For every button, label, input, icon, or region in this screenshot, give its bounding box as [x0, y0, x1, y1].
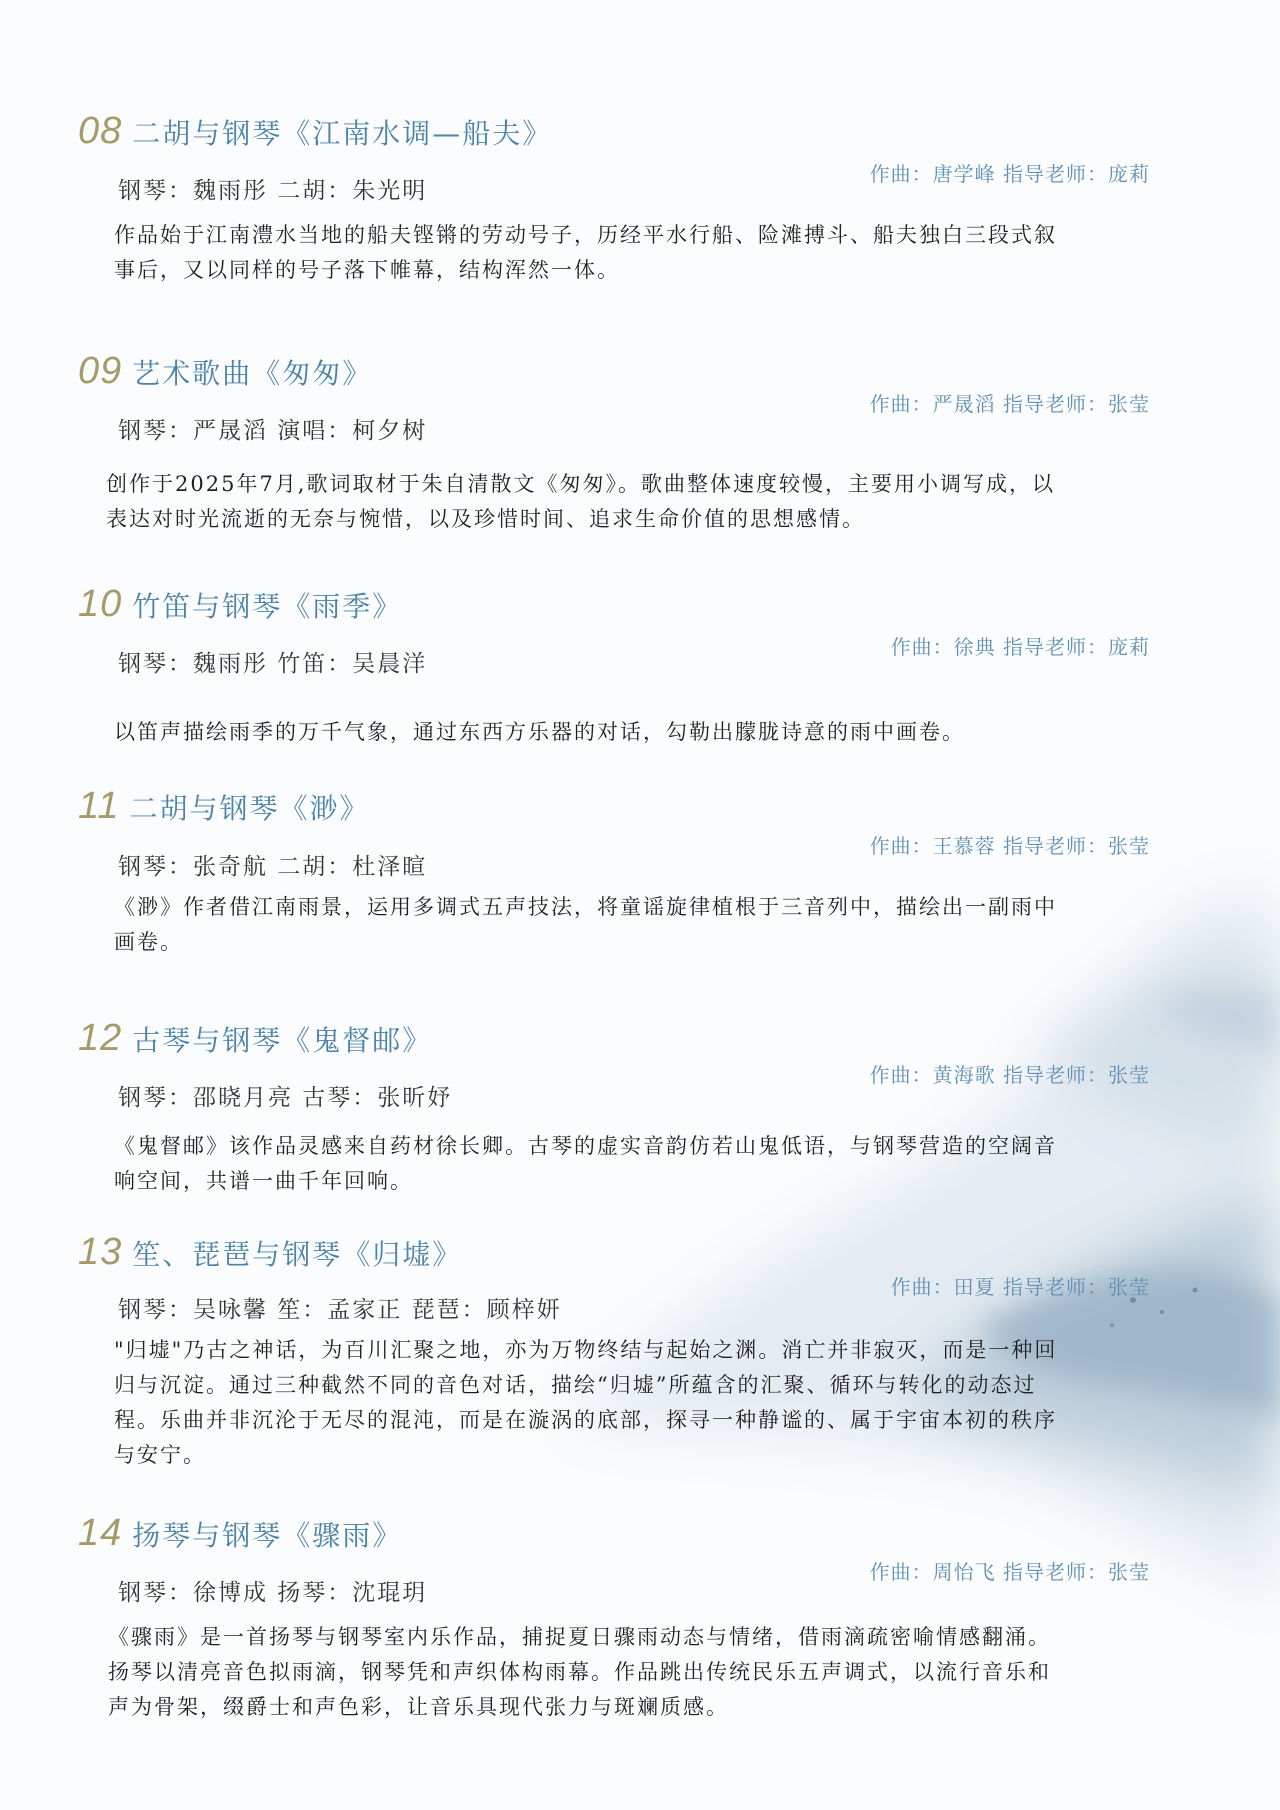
item-title: 二胡与钢琴《江南水调—船夫》 — [132, 117, 553, 150]
performers: 钢琴：严晟滔 演唱：柯夕树 — [118, 418, 428, 444]
item-number: 09 — [78, 350, 123, 392]
item-title: 二胡与钢琴《渺》 — [129, 792, 370, 825]
composer-credit: 作曲：徐典 指导老师：庞莉 — [890, 635, 1150, 659]
program-item — [78, 1231, 1188, 1467]
item-title: 扬琴与钢琴《骤雨》 — [132, 1519, 403, 1552]
item-number: 13 — [78, 1231, 123, 1273]
composer-credit: 作曲：严晟滔 指导老师：张莹 — [869, 392, 1150, 416]
performers: 钢琴：徐博成 扬琴：沈琨玥 — [118, 1580, 428, 1606]
performers: 钢琴：邵晓月亮 古琴：张昕妤 — [118, 1085, 453, 1111]
performers: 钢琴：魏雨彤 竹笛：吴晨洋 — [118, 651, 428, 677]
performers: 钢琴：张奇航 二胡：杜泽暄 — [118, 854, 428, 880]
program-item — [78, 110, 1188, 282]
item-description: 以笛声描绘雨季的万千气象，通过东西方乐器的对话，勾勒出朦胧诗意的雨中画卷。 — [114, 720, 965, 744]
performers: 钢琴：吴咏馨 笙：孟家正 琵琶：顾梓妍 — [118, 1297, 562, 1323]
program-item — [78, 1017, 1188, 1193]
item-description: 作品始于江南澧水当地的船夫铿锵的劳动号子，历经平水行船、险滩搏斗、船夫独白三段式叙事后，又以同样的号子落下帷幕，结构浑然一体。 — [114, 223, 1057, 282]
program-item — [78, 785, 1188, 954]
program-item — [78, 350, 1188, 531]
composer-credit: 作曲：唐学峰 指导老师：庞莉 — [869, 162, 1150, 186]
item-description: 《鬼督邮》该作品灵感来自药材徐长卿。古琴的虚实音韵仿若山鬼低语，与钢琴营造的空阔音响空间，共谱一曲千年回响。 — [114, 1134, 1057, 1193]
item-description: 《骤雨》是一首扬琴与钢琴室内乐作品，捕捉夏日骤雨动态与情绪，借雨滴疏密喻情感翻涌。扬琴以清亮音色拟雨滴，钢琴凭和声织体构雨幕。作品跳出传统民乐五声调式，以流行音乐和声为骨架，缀爵士和声色彩，让音乐具现代张力与斑斓质感。 — [108, 1625, 1051, 1719]
composer-credit: 作曲：田夏 指导老师：张莹 — [890, 1275, 1150, 1299]
item-number: 10 — [78, 583, 123, 625]
item-description: "归墟"乃古之神话，为百川汇聚之地，亦为万物终结与起始之渊。消亡并非寂灭，而是一种回归与沉淀。通过三种截然不同的音色对话，描绘“归墟”所蕴含的汇聚、循环与转化的动态过程。乐曲并非沉沦于无尽的混沌，而是在漩涡的底部，探寻一种静谧的、属于宇宙本初的秩序与安宁。 — [114, 1338, 1058, 1467]
item-title: 古琴与钢琴《鬼督邮》 — [132, 1024, 433, 1057]
composer-credit: 作曲：周怡飞 指导老师：张莹 — [869, 1560, 1150, 1584]
item-number: 08 — [78, 110, 123, 152]
performers: 钢琴：魏雨彤 二胡：朱光明 — [118, 178, 428, 204]
item-heading — [78, 583, 1188, 635]
composer-credit: 作曲：黄海歌 指导老师：张莹 — [869, 1063, 1150, 1087]
item-heading — [78, 110, 1188, 162]
item-description: 创作于2025年7月,歌词取材于朱自清散文《匆匆》。歌曲整体速度较慢，主要用小调写成，以表达对时光流逝的无奈与惋惜，以及珍惜时间、追求生命价值的思想感情。 — [106, 472, 1055, 531]
program-item — [78, 583, 1188, 744]
item-title: 笙、琵琶与钢琴《归墟》 — [132, 1238, 463, 1271]
item-title: 艺术歌曲《匆匆》 — [132, 357, 373, 390]
item-number: 14 — [78, 1512, 123, 1554]
item-number: 12 — [78, 1017, 123, 1059]
item-description: 《渺》作者借江南雨景，运用多调式五声技法，将童谣旋律植根于三音列中，描绘出一副雨中画卷。 — [114, 895, 1057, 954]
item-number: 11 — [78, 785, 120, 827]
program-item — [78, 1512, 1188, 1719]
composer-credit: 作曲：王慕蓉 指导老师：张莹 — [869, 834, 1150, 858]
item-title: 竹笛与钢琴《雨季》 — [132, 590, 403, 623]
